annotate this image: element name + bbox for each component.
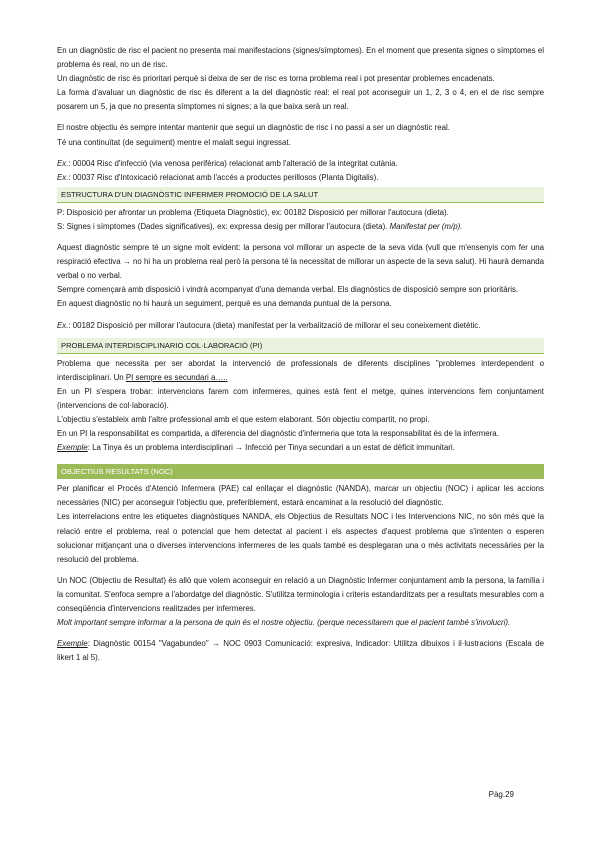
paragraph: Sempre començarà amb disposició i vindrà acompanyat d'una demanda verbal. Els diagnòstics de disposició sempre son prioritàris. bbox=[57, 285, 519, 295]
paragraph: En un PI s'espera trobar: intervencions farem com infermeres, quines està fent el metge, quines intervencions fem conjuntament (intervencions de col·laboració). bbox=[57, 386, 544, 410]
paragraph: En aquest diagnòstic no hi haurà un seguiment, perquè es una demanda puntual de la persona. bbox=[57, 299, 392, 309]
paragraph: Un NOC (Objectiu de Resultat) és allò que volem aconseguir en relació a un Diagnòstic Infermer conjuntament amb la persona, la família i la comunitat. S'enfoca sempre a l'abordatge del diagnòstic. S'utilitza terminologia i criteris estandarditzats per a resultats mesurables com a conseqüència d'intervencions realitzades per infermeres. bbox=[57, 575, 544, 613]
example-text: : 00037 Risc d'Intoxicació relacionat amb l'accés a productes perillosos (Planta Digitalis). bbox=[68, 172, 379, 182]
paragraph: Té una continuïtat (de seguiment) mentre el malalt segui ingressat. bbox=[57, 137, 291, 147]
paragraph: El nostre objectiu és sempre intentar mantenir que segui un diagnòstic de risc i no passi a ser un diagnòstic real. bbox=[57, 123, 450, 133]
example-label: Ex. bbox=[57, 320, 69, 330]
underlined-text: PI sempre es secundari a….. bbox=[125, 372, 228, 382]
definition-s bbox=[57, 220, 544, 234]
paragraph: Les interrelacions entre les etiquetes diagnòstiques NANDA, els Objectius de Resultats NOC i les Intervencions NIC, no són més que la relació entre el problema, real o potencial que hem detectat al pacient i els aspectes d'aquest problema que s'intenten o esperen solucionar mitjançant una o diverses intervencions infermeres de les quals també es desplegaran una o més activitats necessàries per la resolució del problema. bbox=[57, 512, 544, 564]
example-line bbox=[57, 319, 544, 333]
italic-text: Molt important sempre informar a la persona de quin és el nostre objectiu. (perque necessitarem que el pacient també s'involucri). bbox=[57, 618, 511, 628]
example-text: : La Tinya és un problema interdisciplinari → Infecció per Tinya secundari a un estat de dèficit immunitari. bbox=[87, 443, 455, 453]
paragraph: En un PI la responsabilitat es compartida, a diferencia del diagnòstic d'infermeria que tota la responsabilitat és de la infermera. bbox=[57, 429, 499, 439]
example-line bbox=[57, 157, 544, 171]
definition-s-italic: Manifestat per (m/p). bbox=[389, 221, 463, 231]
paragraph: Per planificar el Procés d'Atenció Infermera (PAE) cal enllaçar el diagnòstic (NANDA), marcar un objectiu (NOC) i aplicar les accions necessàries (NIC) per aconseguir l'objectiu que, preferiblement, estarà encaminat a la resolució del diagnòstic. bbox=[57, 484, 544, 508]
paragraph: La forma d'avaluar un diagnòstic de risc és diferent a la del diagnòstic real: el real pot aconseguir un 1, 2, 3 o 4, en el de risc sempre posarem un 5, ja que no presenta símptomes ni signes; a la que baixa serà un real. bbox=[57, 88, 544, 112]
example-label: Exemple bbox=[57, 639, 88, 649]
paragraph-text: Problema que necessita per ser abordat la intervenció de professionals de diferents disciplines "problemes interdependent o interdisciplinari. Un bbox=[57, 358, 544, 382]
definition-p: P: Disposició per afrontar un problema (Etiqueta Diagnòstic), ex: 00182 Disposició per millorar l'autocura (dieta). bbox=[57, 207, 449, 217]
example-label: Exemple bbox=[57, 443, 88, 453]
example-label: Ex. bbox=[57, 158, 69, 168]
section-heading-noc: OBJECTIUS RESULTATS (NOC) bbox=[57, 464, 544, 479]
paragraph: Un diagnòstic de risc és prioritari perquè si deixa de ser de risc es torna problema real i pot presentar problemes encadenats. bbox=[57, 74, 495, 84]
section-heading-interdisciplinary: PROBLEMA INTERDISCIPLINARIO COL·LABORACIÓ (PI) bbox=[57, 338, 544, 354]
section-heading-health-promotion: ESTRUCTURA D'UN DIAGNÒSTIC INFERMER PROMOCIÓ DE LA SALUT bbox=[57, 187, 544, 203]
example-label: Ex. bbox=[57, 172, 69, 182]
paragraph bbox=[57, 357, 544, 385]
example-line bbox=[57, 441, 544, 455]
example-text: : 00182 Disposició per millorar l'autocura (dieta) manifestat per la verbalització de millorar el seu coneixement dietètic. bbox=[68, 320, 481, 330]
example-text: : Diagnòstic 00154 "Vagabundeo" → NOC 0903 Comunicació: expresiva, Indicador: Utilitza dibuixos i il·lustracions (Escala de likert 1 al 5). bbox=[57, 639, 544, 663]
page-number: Pàg.29 bbox=[488, 790, 514, 799]
document-page bbox=[57, 44, 544, 665]
paragraph: En un diagnòstic de risc el pacient no presenta mai manifestacions (signes/símptomes). En el moment que presenta signes o símptomes el problema és real, no un de risc. bbox=[57, 46, 544, 70]
paragraph: L'objectiu s'estableix amb l'altre professional amb el que estem elaborant. Són objectiu compartit, no propi. bbox=[57, 414, 430, 424]
paragraph: Aquest diagnòstic sempre té un signe molt evident: la persona vol millorar un aspecte de la seva vida (vull que m'ensenyis com fer una respiració efectiva → no hi ha un problema real però la persona té la necessitat de millorar un aspecte de la seva salut). Hi haurà demanda verbal o no verbal. bbox=[57, 243, 544, 281]
example-text: : 00004 Risc d'infecció (via venosa perifèrica) relacionat amb l'alteració de la integritat cutània. bbox=[68, 158, 398, 168]
example-line bbox=[57, 171, 544, 185]
paragraph-italic bbox=[57, 616, 544, 630]
definition-s-text: S: Signes i símptomes (Dades significatives), ex: expressa desig per millorar l'autocura (dieta). bbox=[57, 221, 390, 231]
example-line bbox=[57, 637, 544, 665]
